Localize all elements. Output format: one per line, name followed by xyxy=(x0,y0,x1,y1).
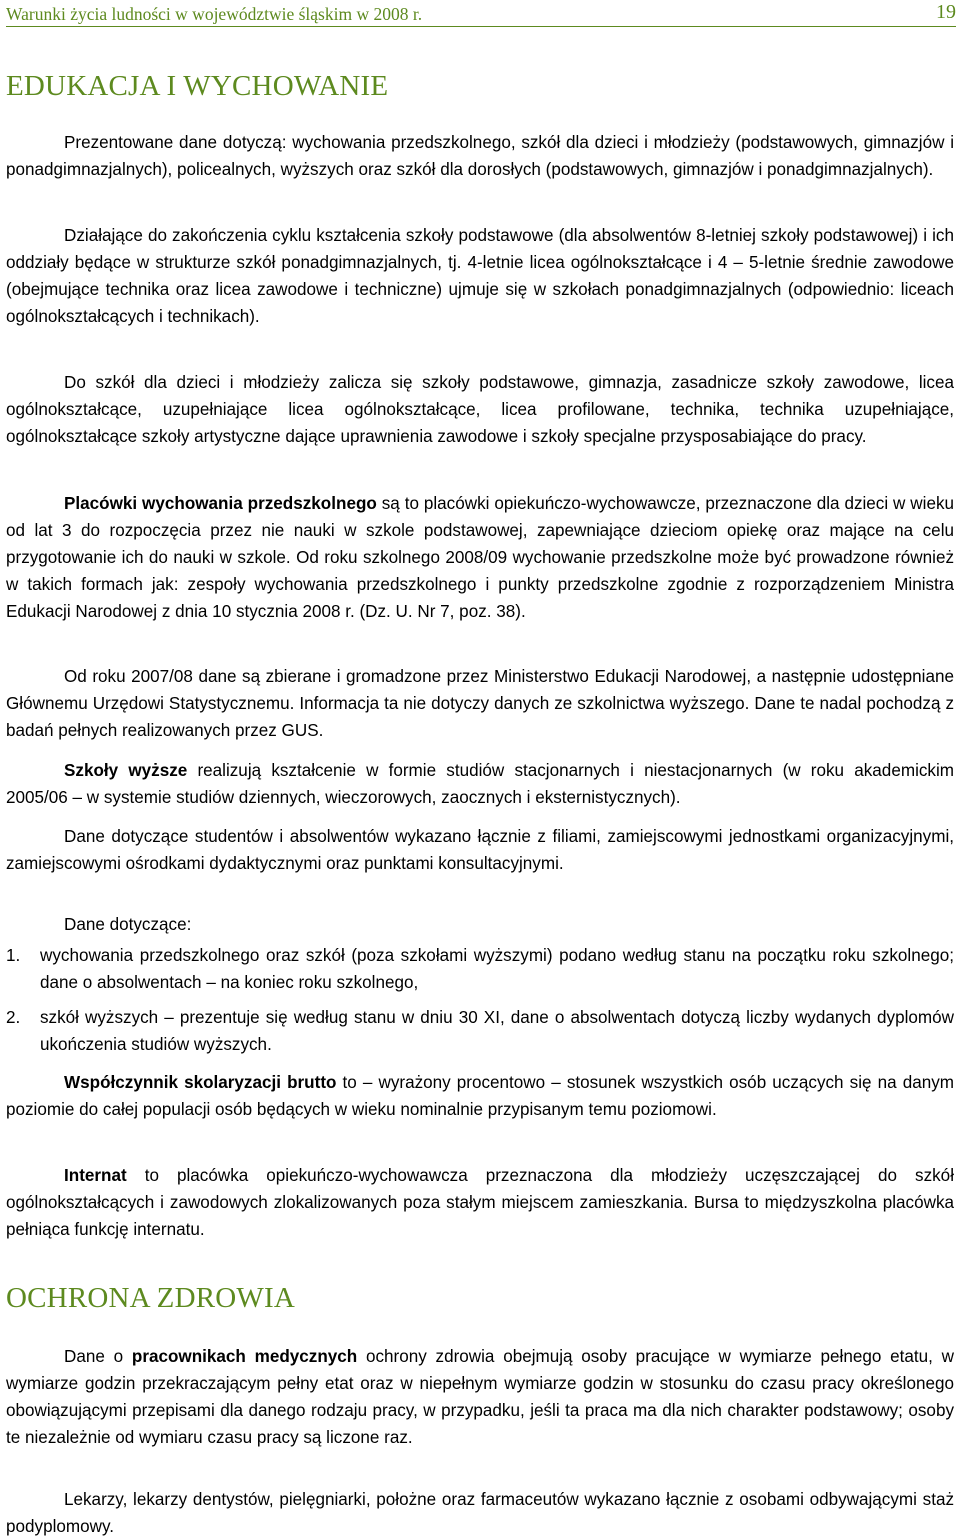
section-heading-health: OCHRONA ZDROWIA xyxy=(6,1282,295,1314)
list-item-number: 2. xyxy=(6,1008,21,1027)
page-header xyxy=(6,0,956,27)
header-rule xyxy=(6,26,956,27)
paragraph-enrolment-ratio-text: to – wyrażony procentowo – stosunek wszystkich osób uczących się na danym poziomie do całej populacji osób będących w wieku nominalnie przypisanym temu poziomowi. xyxy=(6,1073,954,1119)
paragraph-students: Dane dotyczące studentów i absolwentów wykazano łącznie z filiami, zamiejscowymi jednostkami organizacyjnymi, zamiejscowymi ośrodkami dydaktycznymi oraz punktami konsultacyjnymi. xyxy=(6,827,954,873)
paragraph-data-intro: Dane dotyczące: xyxy=(64,915,192,934)
page-number: 19 xyxy=(936,1,956,23)
paragraph-preschool xyxy=(6,490,954,625)
section-heading-education: EDUKACJA I WYCHOWANIE xyxy=(6,70,389,102)
term-medical-staff: pracownikach medycznych xyxy=(131,1347,358,1366)
paragraph-higher-education-text: realizują kształcenie w formie studiów stacjonarnych i niestacjonarnych (w roku akademickim 2005/06 – w systemie studiów dziennych, wieczorowych, zaocznych i eksternistycznych). xyxy=(6,761,954,807)
paragraph-preschool-text: są to placówki opiekuńczo-wychowawcze, przeznaczone dla dzieci w wieku od lat 3 do rozpoczęcia przez nie nauki w szkole podstawowej, zapewniające dzieciom opiekę oraz mające na celu przygotowanie ich do nauki w szkole. Od roku szkolnego 2008/09 wychowanie przedszkolne może być prowadzone również w takich formach jak: zespoły wychowania przedszkolnego i punkty przedszkolne zgodnie z rozporządzeniem Ministra Edukacji Narodowej z dnia 10 stycznia 2008 r. (Dz. U. Nr 7, poz. 38). xyxy=(6,494,954,621)
term-preschool: Placówki wychowania przedszkolnego xyxy=(64,494,377,513)
paragraph-school-types: Do szkół dla dzieci i młodzieży zalicza się szkoły podstawowe, gimnazja, zasadnicze szkoły zawodowe, licea ogólnokształcące, uzupełniające licea ogólnokształcące, licea profilowane, technika, technika uzupełniające, ogólnokształcące szkoły artystyczne dające uprawnienia zawodowe i szkoły specjalne przysposabiające do pracy. xyxy=(6,373,954,446)
list-item xyxy=(6,942,954,996)
paragraph-higher-education xyxy=(6,757,954,811)
list-item-text: szkół wyższych – prezentuje się według stanu w dniu 30 XI, dane o absolwentach dotyczą liczby wydanych dyplomów ukończenia studiów wyższych. xyxy=(40,1008,954,1054)
paragraph-medical-staff-text: ochrony zdrowia obejmują osoby pracujące w wymiarze pełnego etatu, w wymiarze godzin przekraczającym pełny etat oraz w niepełnym wymiarze godzin w stosunku do czasu pracy określonego obowiązującymi przepisami dla danego rodzaju pracy, w przypadku, jeśli ta praca ma dla nich charakter podstawowy; osoby te niezależnie od wymiaru czasu pracy są liczone raz. xyxy=(6,1347,954,1447)
paragraph-enrolment-ratio xyxy=(6,1069,954,1123)
term-boarding: Internat xyxy=(64,1166,127,1185)
paragraph-medical-staff-intro: Dane o xyxy=(64,1347,132,1366)
paragraph-medical-staff xyxy=(6,1343,954,1451)
list-item-number: 1. xyxy=(6,946,21,965)
term-higher-education: Szkoły wyższe xyxy=(64,761,188,780)
paragraph-boarding-text: to placówka opiekuńczo-wychowawcza przeznaczona dla młodzieży uczęszczającej do szkół ogólnokształcących i zawodowych zlokalizowanych poza stałym miejscem zamieszkania. Bursa to międzyszkolna placówka pełniąca funkcję internatu. xyxy=(6,1166,954,1239)
term-enrolment-ratio: Współczynnik skolaryzacji brutto xyxy=(64,1073,337,1092)
running-header-title: Warunki życia ludności w województwie śląskim w 2008 r. xyxy=(6,4,423,24)
list-item-text: wychowania przedszkolnego oraz szkół (poza szkołami wyższymi) podano według stanu na początku roku szkolnego; dane o absolwentach – na koniec roku szkolnego, xyxy=(40,946,954,992)
paragraph-data-source: Od roku 2007/08 dane są zbierane i gromadzone przez Ministerstwo Edukacji Narodowej, a następnie udostępniane Głównemu Urzędowi Statystycznemu. Informacja ta nie dotyczy danych ze szkolnictwa wyższego. Dane te nadal pochodzą z badań pełnych realizowanych przez GUS. xyxy=(6,667,954,740)
paragraph-scope: Prezentowane dane dotyczą: wychowania przedszkolnego, szkół dla dzieci i młodzieży (podstawowych, gimnazjów i ponadgimnazjalnych), policealnych, wyższych oraz szkół dla dorosłych (podstawowych, gimnazjów i ponadgimnazjalnych). xyxy=(6,133,954,179)
list-item xyxy=(6,1004,954,1058)
paragraph-transitional-schools: Działające do zakończenia cyklu kształcenia szkoły podstawowe (dla absolwentów 8-letniej szkoły podstawowej) i ich oddziały będące w strukturze szkół ponadgimnazjalnych, tj. 4-letnie licea ogólnokształcące i 4 – 5-letnie średnie zawodowe (obejmujące technika oraz licea zawodowe i techniczne) ujmuje się w szkołach ponadgimnazjalnych (odpowiednio: liceach ogólnokształcących i technikach). xyxy=(6,226,954,326)
paragraph-boarding xyxy=(6,1162,954,1243)
paragraph-doctors: Lekarzy, lekarzy dentystów, pielęgniarki, położne oraz farmaceutów wykazano łącznie z osobami odbywającymi staż podyplomowy. xyxy=(6,1490,954,1536)
